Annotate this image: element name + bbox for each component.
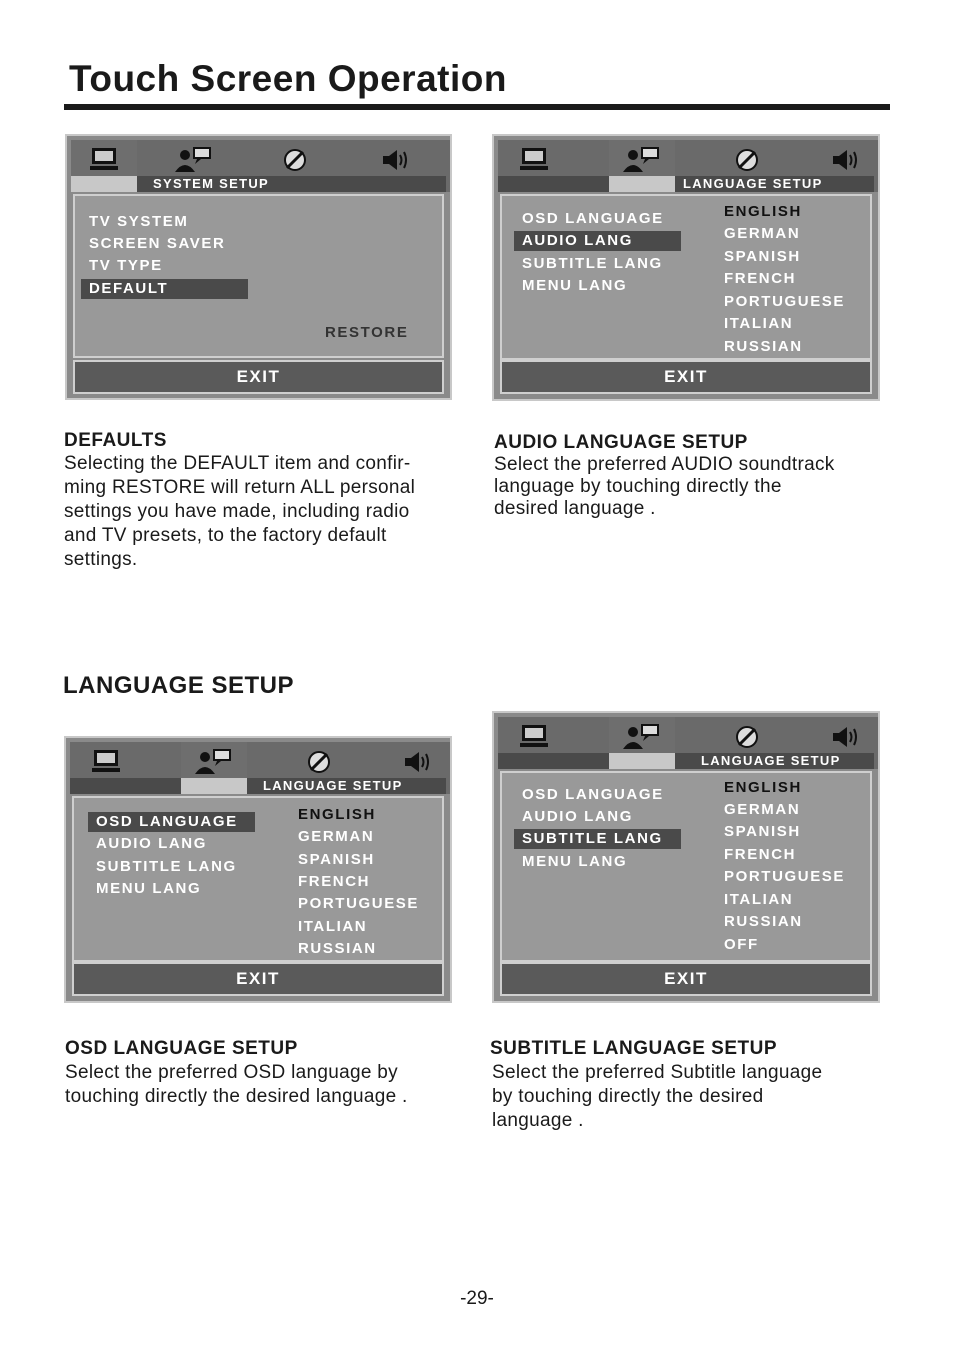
user-chat-icon xyxy=(193,748,233,776)
menu-item-osd-language[interactable]: OSD LANGUAGE xyxy=(522,210,664,227)
user-chat-icon xyxy=(621,146,661,174)
option-off[interactable]: OFF xyxy=(724,936,759,953)
tab-strip xyxy=(70,742,446,794)
exit-button[interactable]: EXIT xyxy=(500,962,872,996)
text-line: ming RESTORE will return ALL personal xyxy=(64,477,416,498)
tab-bar xyxy=(498,176,609,192)
option-portuguese[interactable]: PORTUGUESE xyxy=(724,293,846,310)
subtitle-language-screen xyxy=(492,711,880,1003)
menu-item-subtitle-lang[interactable]: SUBTITLE LANG xyxy=(514,829,681,849)
speaker-icon xyxy=(825,723,865,751)
text-line: language . xyxy=(492,1110,584,1131)
audio-language-screen xyxy=(492,134,880,401)
title-divider xyxy=(64,104,890,110)
audio-language-heading: AUDIO LANGUAGE SETUP xyxy=(494,432,748,453)
text-line: and TV presets, to the factory default xyxy=(64,525,387,546)
user-chat-icon xyxy=(621,723,661,751)
osd-language-heading: OSD LANGUAGE SETUP xyxy=(65,1038,298,1059)
option-portuguese[interactable]: PORTUGUESE xyxy=(298,895,420,912)
menu-item-screen-saver[interactable]: SCREEN SAVER xyxy=(89,235,226,252)
tab-strip xyxy=(71,140,446,192)
option-russian[interactable]: RUSSIAN xyxy=(724,338,803,355)
exit-button[interactable]: EXIT xyxy=(73,360,444,394)
menu-item-menu-lang[interactable]: MENU LANG xyxy=(522,853,628,870)
option-russian[interactable]: RUSSIAN xyxy=(298,940,377,957)
exit-button[interactable]: EXIT xyxy=(72,962,444,996)
menu-content xyxy=(73,194,444,358)
user-chat-icon xyxy=(173,146,213,174)
page-number: -29- xyxy=(460,1288,494,1309)
tab-bar xyxy=(498,753,609,769)
text-line: Select the preferred OSD language by xyxy=(65,1062,398,1083)
tab-bar xyxy=(70,778,181,794)
tab-bar-active xyxy=(609,176,675,192)
tab-label: LANGUAGE SETUP xyxy=(247,778,446,794)
menu-content xyxy=(72,796,444,962)
text-line: desired language . xyxy=(494,498,656,519)
text-line: settings you have made, including radio xyxy=(64,501,410,522)
option-english[interactable]: ENGLISH xyxy=(724,203,802,220)
disc-icon xyxy=(299,748,339,776)
tab-label: SYSTEM SETUP xyxy=(137,176,446,192)
disc-icon xyxy=(727,723,767,751)
option-german[interactable]: GERMAN xyxy=(298,828,375,845)
option-italian[interactable]: ITALIAN xyxy=(298,918,368,935)
menu-item-subtitle-lang[interactable]: SUBTITLE LANG xyxy=(522,255,663,272)
option-italian[interactable]: ITALIAN xyxy=(724,315,794,332)
menu-item-osd-language[interactable]: OSD LANGUAGE xyxy=(88,812,255,832)
text-line: touching directly the desired language . xyxy=(65,1086,408,1107)
tab-strip xyxy=(498,140,874,192)
option-portuguese[interactable]: PORTUGUESE xyxy=(724,868,846,885)
option-italian[interactable]: ITALIAN xyxy=(724,891,794,908)
monitor-icon xyxy=(514,146,554,174)
option-spanish[interactable]: SPANISH xyxy=(724,823,801,840)
osd-language-text xyxy=(65,1061,408,1109)
monitor-icon xyxy=(86,748,126,776)
text-line: by touching directly the desired xyxy=(492,1086,764,1107)
tab-bar xyxy=(71,176,137,192)
text-line: language by touching directly the xyxy=(494,476,782,497)
option-spanish[interactable]: SPANISH xyxy=(298,851,375,868)
option-english[interactable]: ENGLISH xyxy=(724,779,802,796)
menu-item-audio-lang[interactable]: AUDIO LANG xyxy=(514,231,681,251)
menu-item-tv-system[interactable]: TV SYSTEM xyxy=(89,213,189,230)
disc-icon xyxy=(275,146,315,174)
speaker-icon xyxy=(375,146,415,174)
system-setup-screen xyxy=(65,134,452,400)
menu-item-osd-language[interactable]: OSD LANGUAGE xyxy=(522,786,664,803)
option-german[interactable]: GERMAN xyxy=(724,801,801,818)
menu-item-audio-lang[interactable]: AUDIO LANG xyxy=(96,835,207,852)
speaker-icon xyxy=(397,748,437,776)
text-line: settings. xyxy=(64,549,138,570)
text-line: Selecting the DEFAULT item and confir- xyxy=(64,453,411,474)
page-title: Touch Screen Operation xyxy=(69,58,507,99)
option-spanish[interactable]: SPANISH xyxy=(724,248,801,265)
section-title: LANGUAGE SETUP xyxy=(63,672,295,699)
defaults-heading: DEFAULTS xyxy=(64,430,167,451)
tab-label: LANGUAGE SETUP xyxy=(675,753,874,769)
osd-language-screen xyxy=(64,736,452,1003)
exit-button[interactable]: EXIT xyxy=(500,360,872,394)
option-french[interactable]: FRENCH xyxy=(298,873,371,890)
monitor-icon xyxy=(84,146,124,174)
tab-label: LANGUAGE SETUP xyxy=(675,176,874,192)
menu-content xyxy=(500,771,872,962)
speaker-icon xyxy=(825,146,865,174)
audio-language-text xyxy=(494,454,835,520)
menu-item-menu-lang[interactable]: MENU LANG xyxy=(522,277,628,294)
subtitle-language-text xyxy=(492,1061,822,1133)
option-russian[interactable]: RUSSIAN xyxy=(724,913,803,930)
menu-item-default[interactable]: DEFAULT xyxy=(81,279,248,299)
menu-item-audio-lang[interactable]: AUDIO LANG xyxy=(522,808,633,825)
text-line: Select the preferred Subtitle language xyxy=(492,1062,823,1083)
menu-content xyxy=(500,194,872,360)
defaults-text xyxy=(64,452,415,572)
option-french[interactable]: FRENCH xyxy=(724,846,797,863)
tab-strip xyxy=(498,717,874,769)
subtitle-language-heading: SUBTITLE LANGUAGE SETUP xyxy=(490,1038,778,1059)
tab-bar-active xyxy=(181,778,247,794)
menu-item-subtitle-lang[interactable]: SUBTITLE LANG xyxy=(96,858,237,875)
restore-option[interactable]: RESTORE xyxy=(325,324,409,341)
option-english[interactable]: ENGLISH xyxy=(298,806,376,823)
tab-bar-active xyxy=(609,753,675,769)
option-french[interactable]: FRENCH xyxy=(724,270,797,287)
option-german[interactable]: GERMAN xyxy=(724,225,801,242)
menu-item-menu-lang[interactable]: MENU LANG xyxy=(96,880,202,897)
monitor-icon xyxy=(514,723,554,751)
menu-item-tv-type[interactable]: TV TYPE xyxy=(89,257,163,274)
text-line: Select the preferred AUDIO soundtrack xyxy=(494,454,835,475)
disc-icon xyxy=(727,146,767,174)
